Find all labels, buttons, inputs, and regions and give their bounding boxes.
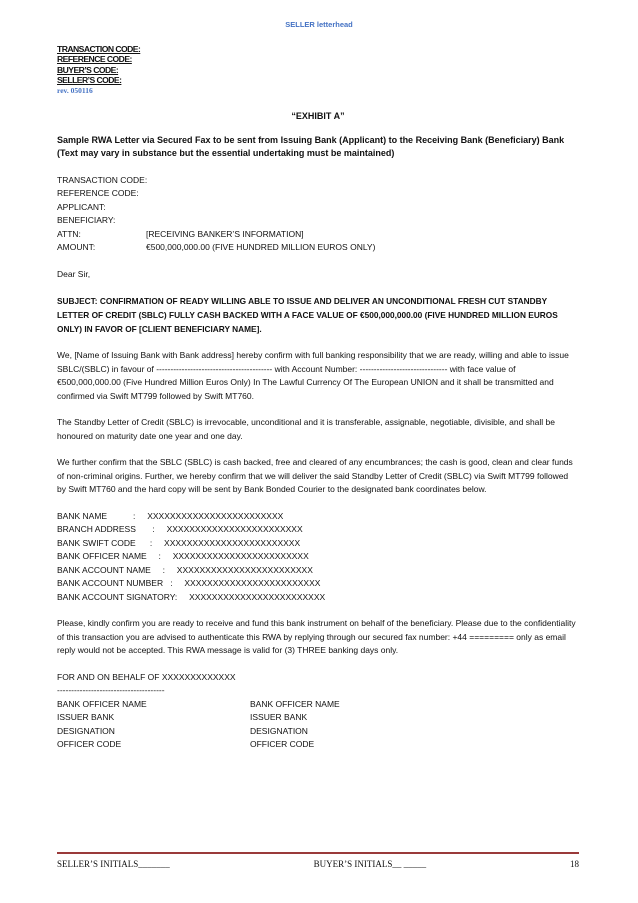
transaction-code-label: TRANSACTION CODE: — [57, 44, 141, 54]
reference-code-label: REFERENCE CODE: — [57, 54, 132, 65]
seller-code-label: SELLER’S CODE: — [57, 75, 122, 86]
intro-line: Sample RWA Letter via Secured Fax to be sent from Issuing Bank (Applicant) to the Receiving Bank (Beneficiary) Bank — [57, 134, 565, 145]
left-designation: DESIGNATION — [57, 725, 115, 736]
seller-initials: SELLER’S INITIALS_______ — [57, 859, 170, 869]
bank-name-line: BANK NAME : XXXXXXXXXXXXXXXXXXXXXXXX — [57, 510, 284, 521]
left-officer-code: OFFICER CODE — [57, 739, 122, 749]
right-designation: DESIGNATION — [250, 725, 308, 736]
account-number-line: BANK ACCOUNT NUMBER : XXXXXXXXXXXXXXXXXXXXXXXX — [57, 578, 321, 588]
paragraph-4: Please, kindly confirm you are ready to receive and fund this bank instrument on behalf of the beneficiary. Please due to the confidentiality of this transaction you are advised to authenticate this RWA by replying through our secured fax number: +44 ========= only as email reply would not be accepted. This RWA message is valid for (3) THREE banking days only. — [57, 618, 576, 655]
attn-value: [RECEIVING BANKER’S INFORMATION] — [146, 228, 304, 239]
officer-name-line: BANK OFFICER NAME : XXXXXXXXXXXXXXXXXXXXXXXX — [57, 551, 309, 561]
letterhead: SELLER letterhead — [285, 20, 353, 29]
signature-right — [250, 698, 443, 752]
right-officer-name: BANK OFFICER NAME — [250, 698, 340, 709]
exhibit-title: “EXHIBIT A” — [291, 111, 345, 121]
signature-dash: -------------------------------------- — [57, 685, 165, 695]
code-block — [57, 44, 140, 96]
field-reference: REFERENCE CODE: — [57, 188, 139, 198]
document-body — [57, 110, 579, 752]
amount-label: AMOUNT: — [57, 242, 96, 252]
field-attn — [57, 228, 579, 242]
intro-block — [57, 134, 579, 161]
subject-line: SUBJECT: CONFIRMATION OF READY WILLING ABLE TO ISSUE AND DELIVER AN UNCONDITIONAL FRESH CUT STANDBY LETTER OF CREDIT (SBLC) FULLY CASH BACKED WITH A FACE VALUE OF €500,000,000.00 (FIVE HUNDRED MILLION EUROS ONLY) IN FAVOR OF [CLIENT BENEFICIARY NAME]. — [57, 296, 558, 334]
paragraph-1: We, [Name of Issuing Bank with Bank address] hereby confirm with full banking responsibility that we are ready, willing and able to issue SBLC/(SBLC) in favour of ----------------------------------------- with Account Number: ------------------------------- with face value of €500,000,000.00 (Five Hundred Million Euros Only) In The Lawful Currency Of The European UNION and it shall be transmitted and confirmed via Swift MT799 followed by Swift MT760. — [57, 350, 569, 401]
revision-label: rev. 050116 — [57, 85, 93, 95]
signature-block — [57, 698, 579, 752]
field-amount — [57, 241, 579, 255]
field-beneficiary: BENEFICIARY: — [57, 215, 116, 225]
left-issuer-bank: ISSUER BANK — [57, 712, 115, 722]
buyer-code-label: BUYER’S CODE: — [57, 64, 119, 75]
salutation: Dear Sir, — [57, 268, 91, 279]
bank-coordinates — [57, 510, 579, 605]
intro-note: (Text may vary in substance but the essential undertaking must be maintained) — [57, 148, 395, 158]
amount-value: €500,000,000.00 (FIVE HUNDRED MILLION EUROS ONLY) — [146, 242, 376, 252]
account-name-line: BANK ACCOUNT NAME : XXXXXXXXXXXXXXXXXXXXXXXX — [57, 564, 313, 575]
paragraph-2: The Standby Letter of Credit (SBLC) is irrevocable, unconditional and it is transferable, assignable, negotiable, divisible, and shall be honoured on maturity date one year and one day. — [57, 417, 556, 441]
left-officer-name: BANK OFFICER NAME — [57, 698, 147, 709]
right-officer-code: OFFICER CODE — [250, 739, 315, 749]
right-issuer-bank: ISSUER BANK — [250, 712, 308, 722]
page-footer — [57, 852, 579, 872]
signature-left — [57, 698, 250, 752]
account-signatory-line: BANK ACCOUNT SIGNATORY: XXXXXXXXXXXXXXXXXXXXXXXX — [57, 591, 326, 602]
on-behalf-line: FOR AND ON BEHALF OF XXXXXXXXXXXXX — [57, 671, 236, 682]
attn-label: ATTN: — [57, 228, 81, 239]
swift-code-line: BANK SWIFT CODE : XXXXXXXXXXXXXXXXXXXXXXXX — [57, 537, 301, 548]
buyer-initials: BUYER’S INITIALS__ _____ — [313, 859, 427, 869]
page-number: 18 — [570, 859, 579, 869]
field-transaction: TRANSACTION CODE: — [57, 174, 148, 185]
field-applicant: APPLICANT: — [57, 201, 106, 212]
branch-address-line: BRANCH ADDRESS : XXXXXXXXXXXXXXXXXXXXXXXX — [57, 524, 303, 534]
paragraph-3: We further confirm that the SBLC (SBLC) is cash backed, free and cleared of any encumbrances; the cash is good, clean and clear funds of non-criminal origins. Further, we hereby confirm that we will deliver the said Standby Letter of Credit (SBLC) via Swift MT799 followed by Swift MT760 and the hard copy will be sent by Bank Bonded Courier to the designated bank coordinates below. — [57, 457, 573, 494]
